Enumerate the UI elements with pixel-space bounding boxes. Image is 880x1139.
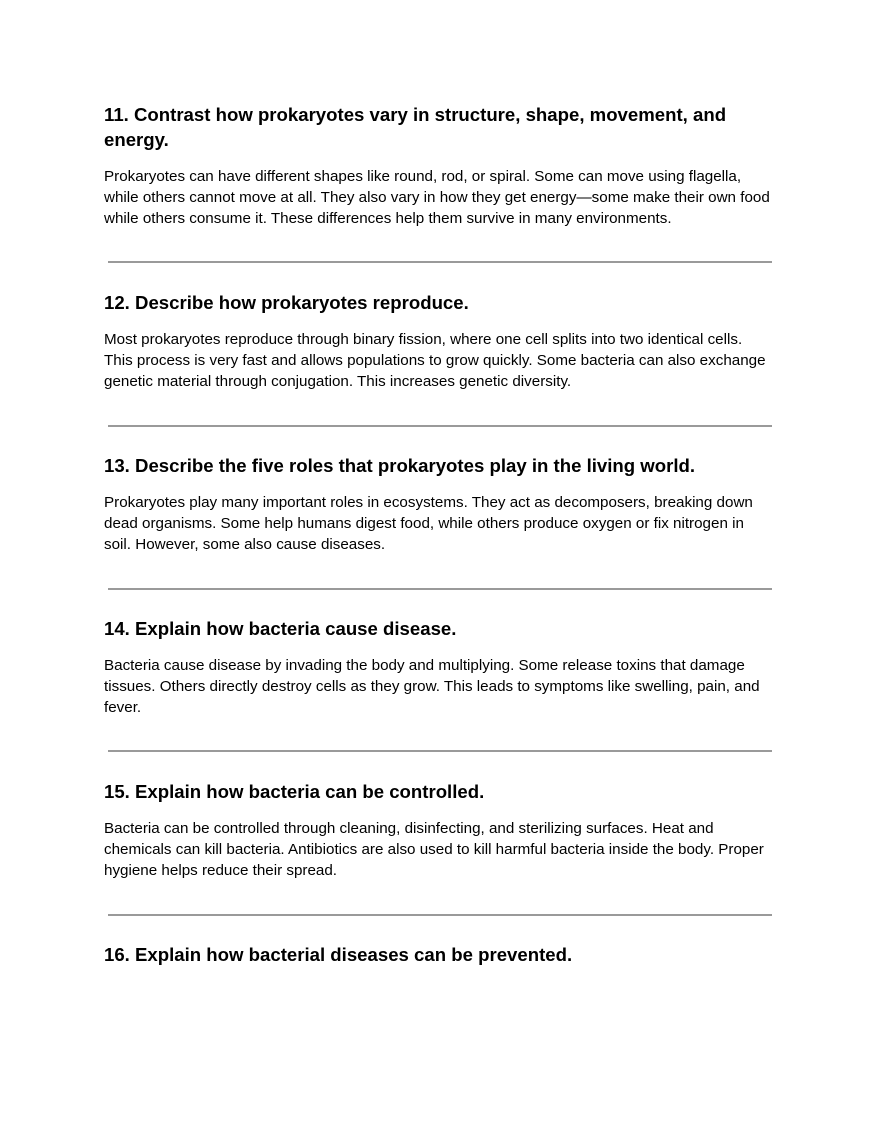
- divider: [108, 425, 772, 427]
- question-15: [104, 779, 774, 881]
- question-answer: Prokaryotes can have different shapes like round, rod, or spiral. Some can move using flagella, while others cannot move at all. They also vary in how they get energy—some make their own food while others consume it. These differences help them survive in many environments.: [104, 168, 770, 227]
- question-title: 15. Explain how bacteria can be controlled.: [104, 781, 485, 802]
- divider: [108, 914, 772, 916]
- question-title: 12. Describe how prokaryotes reproduce.: [104, 292, 469, 313]
- question-title: 13. Describe the five roles that prokaryotes play in the living world.: [104, 455, 696, 476]
- question-title: 11. Contrast how prokaryotes vary in structure, shape, movement, and energy.: [104, 104, 727, 150]
- question-13: [104, 453, 774, 555]
- question-12: [104, 290, 774, 392]
- question-answer: Most prokaryotes reproduce through binary fission, where one cell splits into two identical cells. This process is very fast and allows populations to grow quickly. Some bacteria can also exchange genetic material through conjugation. This increases genetic diversity.: [104, 331, 766, 390]
- question-11: [104, 102, 774, 229]
- divider: [108, 750, 772, 752]
- divider: [108, 588, 772, 590]
- divider: [108, 261, 772, 263]
- question-title: 16. Explain how bacterial diseases can be prevented.: [104, 944, 573, 965]
- question-14: [104, 616, 774, 718]
- question-16: [104, 942, 774, 967]
- question-answer: Prokaryotes play many important roles in ecosystems. They act as decomposers, breaking down dead organisms. Some help humans digest food, while others produce oxygen or fix nitrogen in soil. However, some also cause diseases.: [104, 494, 753, 553]
- question-answer: Bacteria can be controlled through cleaning, disinfecting, and sterilizing surfaces. Heat and chemicals can kill bacteria. Antibiotics are also used to kill harmful bacteria inside the body. Proper hygiene helps reduce their spread.: [104, 820, 764, 879]
- question-answer: Bacteria cause disease by invading the body and multiplying. Some release toxins that damage tissues. Others directly destroy cells as they grow. This leads to symptoms like swelling, pain, and fever.: [104, 657, 760, 716]
- question-title: 14. Explain how bacteria cause disease.: [104, 618, 457, 639]
